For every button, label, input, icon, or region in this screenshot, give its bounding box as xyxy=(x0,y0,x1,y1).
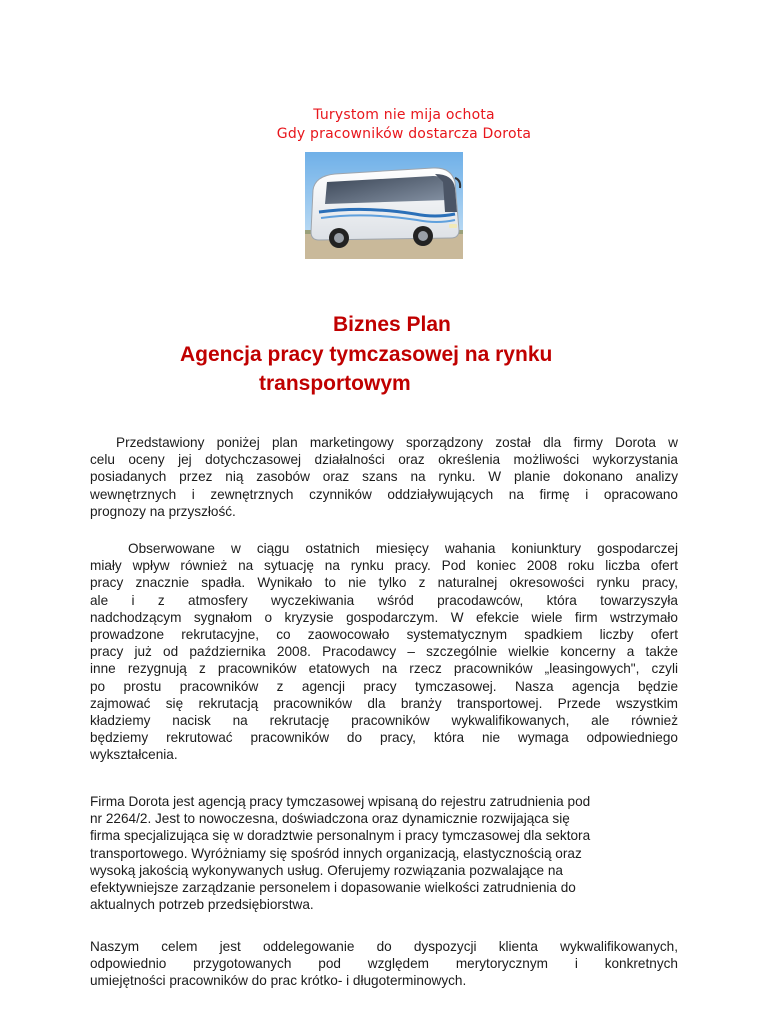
paragraph-line: Naszym celem jest oddelegowanie do dyspozycji klienta wykwalifikowanych, xyxy=(90,939,678,954)
paragraph-line: posiadanych przez nią zasobów oraz szans na rynku. W planie dokonano analizy xyxy=(90,469,678,485)
paragraph-line: odpowiednio przygotowanych pod względem merytorycznym i konkretnych xyxy=(90,956,678,972)
tagline xyxy=(0,106,768,144)
paragraph-line: wykształcenia. xyxy=(90,747,178,763)
paragraph-line: prowadzone rekrutacyjne, co zaowocowało systematycznym spadkiem liczby ofert xyxy=(90,626,678,642)
bus-photo-icon xyxy=(305,152,463,259)
title-line-3: transportowym xyxy=(259,372,411,395)
paragraph-line: umiejętności pracowników do prac krótko- i długoterminowych. xyxy=(90,973,467,989)
paragraph-line: pracy już od października 2008. Pracodawcy – szczególnie wielkie koncerny a także xyxy=(90,644,678,660)
paragraph-line: Firma Dorota jest agencją pracy tymczasowej wpisaną do rejestru zatrudnienia pod xyxy=(90,794,591,809)
paragraph-line: nr 2264/2. Jest to nowoczesna, doświadczona oraz dynamicznie rozwijająca się xyxy=(90,811,570,827)
paragraph-line: Obserwowane w ciągu ostatnich miesięcy wahania koniunktury gospodarczej xyxy=(128,541,678,556)
paragraph-intro xyxy=(90,434,678,520)
paragraph-line: Przedstawiony poniżej plan marketingowy sporządzony został dla firmy Dorota w xyxy=(116,435,678,450)
paragraph-line: celu oceny jej dotychczasowej działalności oraz określenia możliwości wykorzystania xyxy=(90,452,678,468)
tagline-line-1: Turystom nie mija ochota xyxy=(313,107,495,123)
paragraph-line: inne rezygnują z pracowników etatowych na rzecz pracowników „leasingowych", czyli xyxy=(90,661,678,677)
paragraph-market xyxy=(90,540,678,763)
paragraph-line: aktualnych potrzeb przedsiębiorstwa. xyxy=(90,897,314,913)
title-line-2: Agencja pracy tymczasowej na rynku xyxy=(180,343,553,366)
paragraph-line: miały wpływ również na sytuację na rynku pracy. Pod koniec 2008 roku liczba ofert xyxy=(90,558,678,574)
title-line-1: Biznes Plan xyxy=(333,313,451,336)
paragraph-line: firma specjalizująca się w doradztwie personalnym i pracy tymczasowej dla sektora xyxy=(90,828,591,844)
paragraph-company xyxy=(90,793,678,913)
bus-photo xyxy=(305,152,463,259)
paragraph-line: kładziemy nacisk na rekrutację pracowników wykwalifikowanych, ale również xyxy=(90,712,678,728)
paragraph-line: transportowego. Wyróżniamy się spośród innych organizacją, elastycznością oraz xyxy=(90,845,582,861)
paragraph-line: po prostu pracowników z agencji pracy tymczasowej. Nasza agencja będzie xyxy=(90,678,678,694)
paragraph-line: nadchodzącym sygnałom o kryzysie gospodarczym. W efekcie wiele firm wstrzymało xyxy=(90,609,678,625)
paragraph-goal xyxy=(90,938,678,990)
paragraph-line: wysoką jakością wykonywanych usług. Oferujemy rozwiązania pozwalające na xyxy=(90,862,563,878)
paragraph-line: ale i z atmosfery wyczekiwania wśród pracodawców, która towarzyszyła xyxy=(90,592,678,608)
paragraph-line: zajmować się rekrutacją pracowników dla branży transportowej. Przede wszystkim xyxy=(90,695,678,711)
paragraph-line: efektywniejsze zarządzanie personelem i dopasowanie wielkości zatrudnienia do xyxy=(90,879,576,895)
paragraph-line: będziemy rekrutować pracowników do pracy, która nie wymaga odpowiedniego xyxy=(90,730,678,746)
paragraph-line: pracy znacznie spadła. Wynikało to nie tylko z naturalnej okresowości rynku pracy, xyxy=(90,575,678,591)
tagline-line-2: Gdy pracowników dostarcza Dorota xyxy=(276,126,532,142)
paragraph-line: prognozy na przyszłość. xyxy=(90,503,236,519)
paragraph-line: wewnętrznych i zewnętrznych czynników oddziaływujących na firmę i opracowano xyxy=(90,486,678,502)
